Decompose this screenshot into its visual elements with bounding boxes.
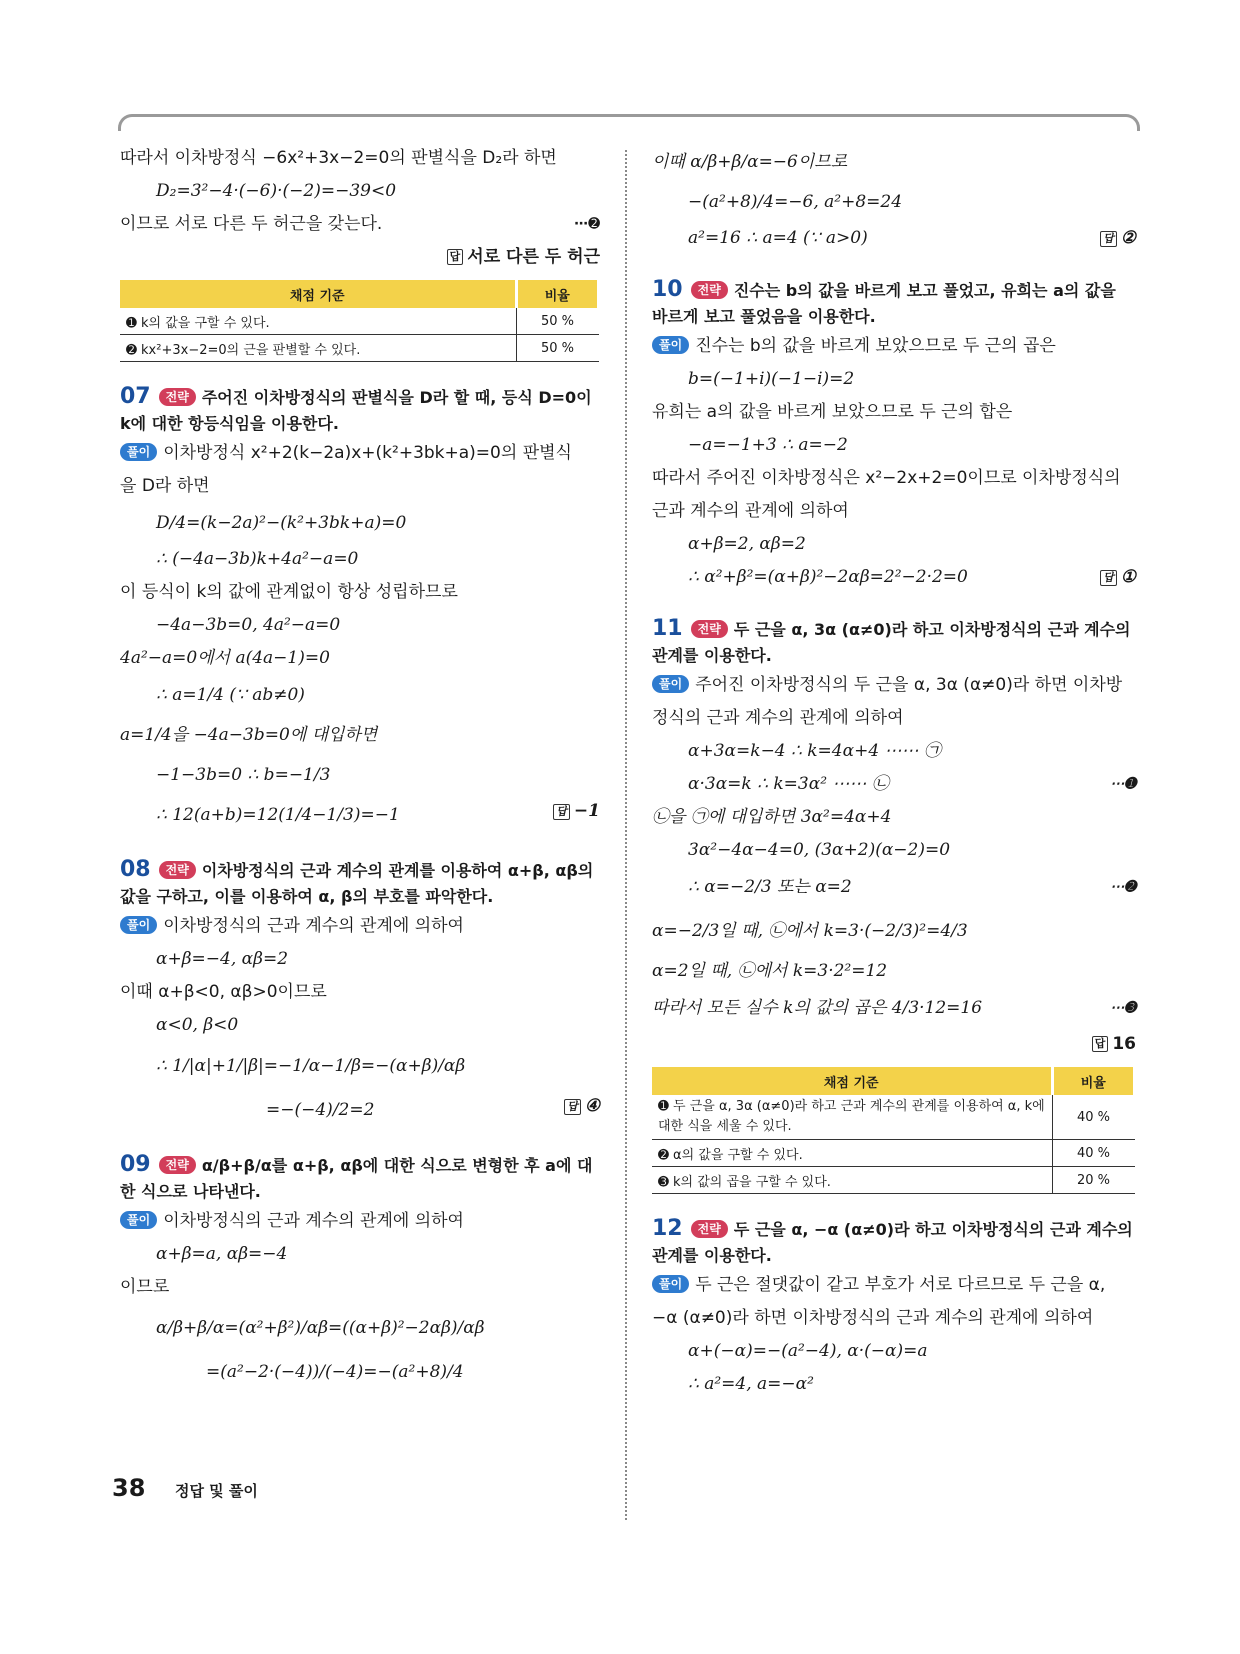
math-line: −(a²+8)/4=−6, a²+8=24 [688, 192, 903, 212]
math-line: 3α²−4α−4=0, (3α+2)(α−2)=0 [688, 840, 951, 860]
math-line: α+β=a, αβ=−4 [156, 1244, 288, 1264]
math-line: ∴ 12(a+b)=12(1/4−1/3)=−1 답 −1 [156, 801, 600, 825]
math-line: =−(−4)/2=2 답 ④ [266, 1096, 600, 1120]
math-line: α+β=2, αβ=2 [688, 534, 806, 554]
text-line: 이 등식이 k의 값에 관계없이 항상 성립하므로 [120, 582, 458, 602]
math-line: −1−3b=0 ∴ b=−1/3 [156, 765, 331, 785]
table-header: 비율 [1052, 1067, 1135, 1095]
text-line: 이므로 [120, 1277, 170, 1297]
question-09-header: 09 전략 α/β+β/α를 α+β, αβ에 대한 식으로 변형한 후 a에 대한 식으로 나타낸다. [120, 1152, 593, 1201]
text-line: 풀이 이차방정식의 근과 계수의 관계에 의하여 [120, 910, 600, 943]
math-line: ∴ α²+β²=(α+β)²−2αβ=2²−2·2=0 답 ① [688, 567, 1136, 587]
math-line: −4a−3b=0, 4a²−a=0 [156, 615, 341, 635]
question-08-header: 08 전략 이차방정식의 근과 계수의 관계를 이용하여 α+β, αβ의 값을 구하고, 이를 이용하여 α, β의 부호를 파악한다. [120, 857, 594, 906]
step-marker: ⋯➋ [1110, 879, 1136, 895]
math-line: D₂=3²−4·(−6)·(−2)=−39<0 [156, 181, 397, 201]
step-marker: ⋯➊ [1110, 776, 1136, 792]
table-header: 채점 기준 [120, 280, 516, 308]
column-divider [625, 150, 627, 1520]
math-line: D/4=(k−2a)²−(k²+3bk+a)=0 [156, 513, 407, 533]
math-line: b=(−1+i)(−1−i)=2 [688, 369, 855, 389]
math-line: α+β=−4, αβ=2 [156, 949, 289, 969]
table-row: ➋ α의 값을 구할 수 있다. 40 % [652, 1140, 1135, 1167]
answer-mark-icon: 답 [564, 1099, 581, 1115]
page-number: 38 [112, 1474, 146, 1502]
answer-mark-icon: 답 [447, 249, 464, 265]
math-line: 4a²−a=0에서 a(4a−1)=0 [120, 648, 330, 668]
text-line: 풀이 진수는 b의 값을 바르게 보았으므로 두 근의 곱은 [652, 330, 1136, 363]
table-row: ➊ 두 근을 α, 3α (α≠0)라 하고 근과 계수의 관계를 이용하여 α, k에 대한 식을 세울 수 있다. 40 % [652, 1095, 1135, 1140]
math-line: −a=−1+3 ∴ a=−2 [688, 435, 848, 455]
math-line: a²=16 ∴ a=4 (∵ a>0) 답 ② [688, 228, 1136, 248]
text-line: 이므로 서로 다른 두 허근을 갖는다. ⋯➋ [120, 208, 600, 241]
math-line: α=−2/3일 때, ㉡에서 k=3·(−2/3)²=4/3 [652, 921, 968, 941]
text-line: 풀이 주어진 이차방정식의 두 근을 α, 3α (α≠0)라 하면 이차방 [652, 669, 1136, 702]
math-line: ∴ a=1/4 (∵ ab≠0) [156, 685, 305, 705]
answer-mark-icon: 답 [1092, 1036, 1109, 1052]
math-line: ∴ a²=4, a=−α² [688, 1374, 814, 1394]
question-07-header: 07 전략 주어진 이차방정식의 판별식을 D라 할 때, 등식 D=0이 k에 대한 항등식임을 이용한다. [120, 384, 592, 433]
answer-mark-icon: 답 [1100, 231, 1117, 247]
text-line: 따라서 이차방정식 −6x²+3x−2=0의 판별식을 D₂라 하면 [120, 148, 557, 168]
text-line: 이때 α+β<0, αβ>0이므로 [120, 982, 327, 1002]
table-header: 채점 기준 [652, 1067, 1052, 1095]
answer-mark-icon: 답 [1100, 570, 1117, 586]
scoring-table [652, 1067, 1136, 1194]
text-line: 풀이 이차방정식의 근과 계수의 관계에 의하여 [120, 1205, 600, 1238]
math-line: α=2일 때, ㉡에서 k=3·2²=12 [652, 961, 888, 981]
math-line: ∴ 1/|α|+1/|β|=−1/α−1/β=−(α+β)/αβ [156, 1056, 466, 1076]
question-10-header: 10 전략 진수는 b의 값을 바르게 보고 풀었고, 유희는 a의 값을 바르게 보고 풀었음을 이용한다. [652, 277, 1116, 326]
math-line: α·3α=k ∴ k=3α² ⋯⋯ ㉡ ⋯➊ [652, 768, 1136, 801]
text-line: 풀이 두 근은 절댓값이 같고 부호가 서로 다르므로 두 근을 α, [652, 1269, 1136, 1302]
text-line: 근과 계수의 관계에 의하여 [652, 501, 849, 521]
answer-mark-icon: 답 [553, 804, 570, 820]
table-row: ➌ k의 값의 곱을 구할 수 있다. 20 % [652, 1167, 1135, 1194]
text-line: 정식의 근과 계수의 관계에 의하여 [652, 708, 904, 728]
left-column [120, 142, 600, 1392]
step-marker: ⋯➌ [1110, 1000, 1136, 1016]
text-line: 유희는 a의 값을 바르게 보았으므로 두 근의 합은 [652, 402, 1013, 422]
math-line: ㉡을 ㉠에 대입하면 3α²=4α+4 [652, 807, 892, 827]
text-line: 을 D라 하면 [120, 476, 210, 496]
text-line: 풀이 이차방정식 x²+2(k−2a)x+(k²+3bk+a)=0의 판별식 [120, 437, 600, 470]
math-line: ∴ α=−2/3 또는 α=2 ⋯➋ [652, 867, 1136, 907]
step-marker: ⋯➋ [574, 216, 600, 232]
text-line: 따라서 주어진 이차방정식은 x²−2x+2=0이므로 이차방정식의 [652, 468, 1121, 488]
math-line: α+3α=k−4 ∴ k=4α+4 ⋯⋯ ㉠ [688, 741, 941, 761]
math-line: ∴ (−4a−3b)k+4a²−a=0 [156, 549, 359, 569]
table-header: 비율 [516, 280, 599, 308]
math-line: =(a²−2·(−4))/(−4)=−(a²+8)/4 [206, 1362, 464, 1382]
math-line: α<0, β<0 [156, 1015, 239, 1035]
question-12-header: 12 전략 두 근을 α, −α (α≠0)라 하고 이차방정식의 근과 계수의 관계를 이용한다. [652, 1216, 1133, 1265]
math-line: a=1/4을 −4a−3b=0에 대입하면 [120, 725, 378, 745]
math-line: 이때 α/β+β/α=−6이므로 [652, 152, 848, 172]
top-border-bar [118, 114, 1140, 131]
text-line: −α (α≠0)라 하면 이차방정식의 근과 계수의 관계에 의하여 [652, 1308, 1094, 1328]
right-column [652, 142, 1136, 1401]
answer: 답 16 [652, 1028, 1136, 1061]
footer-title: 정답 및 풀이 [174, 1482, 258, 1500]
table-row: ➋ kx²+3x−2=0의 근을 판별할 수 있다. 50 % [120, 335, 599, 362]
question-11-header: 11 전략 두 근을 α, 3α (α≠0)라 하고 이차방정식의 근과 계수의 관계를 이용한다. [652, 616, 1131, 665]
math-line: α+(−α)=−(a²−4), α·(−α)=a [688, 1341, 928, 1361]
scoring-table [120, 280, 600, 362]
table-row: ➊ k의 값을 구할 수 있다. 50 % [120, 308, 599, 335]
answer: 답 서로 다른 두 허근 [120, 241, 600, 274]
math-line: α/β+β/α=(α²+β²)/αβ=((α+β)²−2αβ)/αβ [156, 1318, 485, 1338]
math-line: 따라서 모든 실수 k의 값의 곱은 4/3·12=16 ⋯➌ [652, 988, 1136, 1028]
page-footer [112, 1474, 258, 1502]
